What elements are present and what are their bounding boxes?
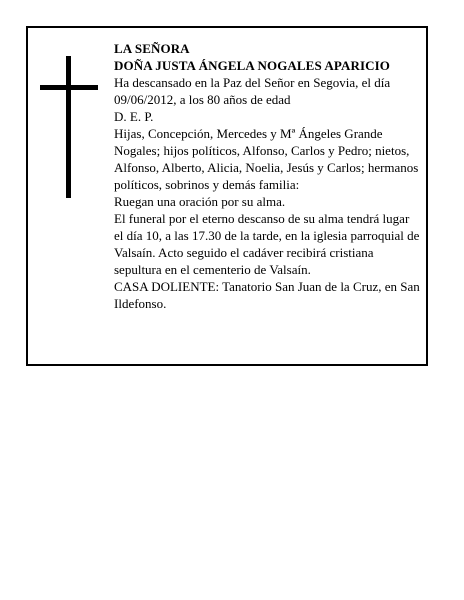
cross-horizontal-bar	[40, 85, 98, 90]
mourning-house: CASA DOLIENTE: Tanatorio San Juan de la Cruz, en San Ildefonso.	[114, 279, 420, 311]
prayer-request: Ruegan una oración por su alma.	[114, 194, 286, 209]
rip-text: D. E. P.	[114, 109, 154, 124]
death-statement: Ha descansado en la Paz del Señor en Segovia, el día 09/06/2012, a los 80 años de edad	[114, 75, 391, 107]
cross-icon	[40, 56, 98, 198]
notice-heading: LA SEÑORA	[114, 41, 190, 56]
cross-vertical-bar	[66, 56, 71, 198]
deceased-name: DOÑA JUSTA ÁNGELA NOGALES APARICIO	[114, 58, 390, 73]
notice-text	[114, 40, 420, 312]
obituary-notice	[26, 26, 428, 366]
family-list: Hijas, Concepción, Mercedes y Mª Ángeles Grande Nogales; hijos políticos, Alfonso, Carlos y Pedro; nietos, Alfonso, Alberto, Alicia, Noelia, Jesús y Carlos; hermanos políticos, sobrinos y demás familia:	[114, 126, 419, 192]
funeral-details: El funeral por el eterno descanso de su alma tendrá lugar el día 10, a las 17.30 de la tarde, en la iglesia parroquial de Valsaín. Acto seguido el cadáver recibirá cristiana sepultura en el cementerio de Valsaín.	[114, 211, 420, 277]
